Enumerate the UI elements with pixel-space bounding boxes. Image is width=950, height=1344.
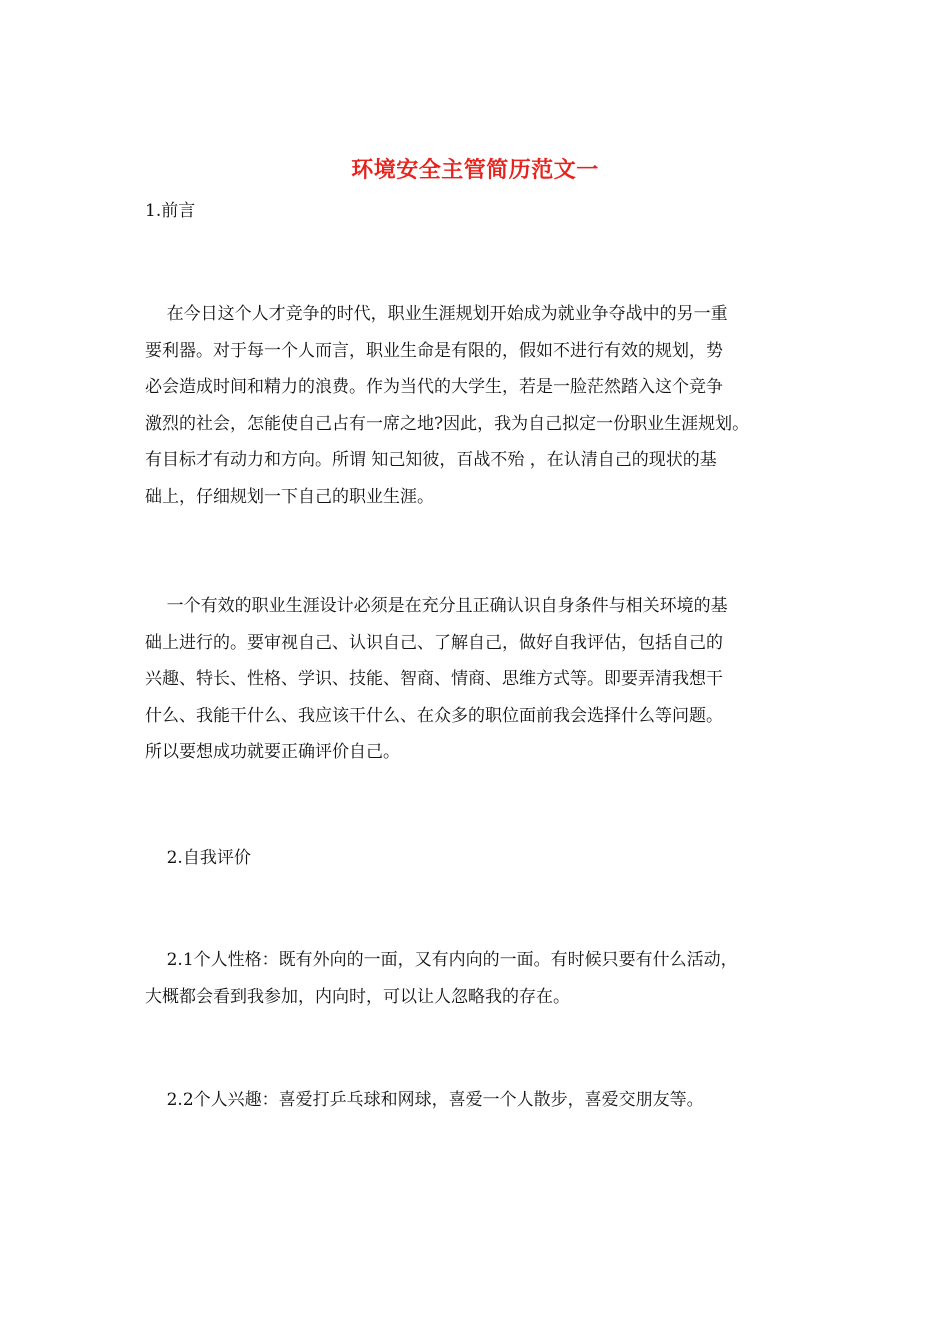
paragraph-line: 激烈的社会，怎能使自己占有一席之地?因此，我为自己拟定一份职业生涯规划。 (145, 413, 750, 434)
paragraph-line: 2.1个人性格：既有外向的一面，又有内向的一面。有时候只要有什么活动， (145, 950, 738, 970)
paragraph-line: 兴趣、特长、性格、学识、技能、智商、情商、思维方式等。即要弄清我想干 (145, 669, 723, 690)
paragraph-line: 有目标才有动力和方向。所谓 知己知彼，百战不殆 ，在认清自己的现状的基 (145, 450, 717, 471)
paragraph-4 (145, 1082, 825, 1119)
paragraph-line: 2.2个人兴趣：喜爱打乒乓球和网球，喜爱一个人散步，喜爱交朋友等。 (145, 1090, 704, 1110)
document-title: 环境安全主管简历范文一 (351, 157, 599, 183)
paragraph-line: 础上，仔细规划一下自己的职业生涯。 (145, 486, 434, 507)
paragraph-line: 础上进行的。要审视自己、认识自己、了解自己，做好自我评估，包括自己的 (145, 632, 723, 653)
paragraph-line: 什么、我能干什么、我应该干什么、在众多的职位面前我会选择什么等问题。 (145, 705, 723, 726)
paragraph-line: 所以要想成功就要正确评价自己。 (145, 742, 400, 763)
section-heading-preface: 1.前言 (145, 201, 196, 221)
section-heading-self-evaluation: 2.自我评价 (145, 848, 251, 868)
paragraph-line: 要利器。对于每一个人而言，职业生命是有限的，假如不进行有效的规划，势 (145, 340, 723, 361)
paragraph-line: 一个有效的职业生涯设计必须是在充分且正确认识自身条件与相关环境的基 (145, 596, 728, 616)
paragraph-3 (145, 942, 825, 1015)
paragraph-line: 必会造成时间和精力的浪费。作为当代的大学生，若是一脸茫然踏入这个竞争 (145, 377, 723, 398)
paragraph-line: 大概都会看到我参加，内向时，可以让人忽略我的存在。 (145, 986, 570, 1007)
paragraph-2 (145, 588, 825, 771)
paragraph-line: 在今日这个人才竞争的时代，职业生涯规划开始成为就业争夺战中的另一重 (145, 304, 728, 324)
paragraph-1 (145, 296, 825, 516)
